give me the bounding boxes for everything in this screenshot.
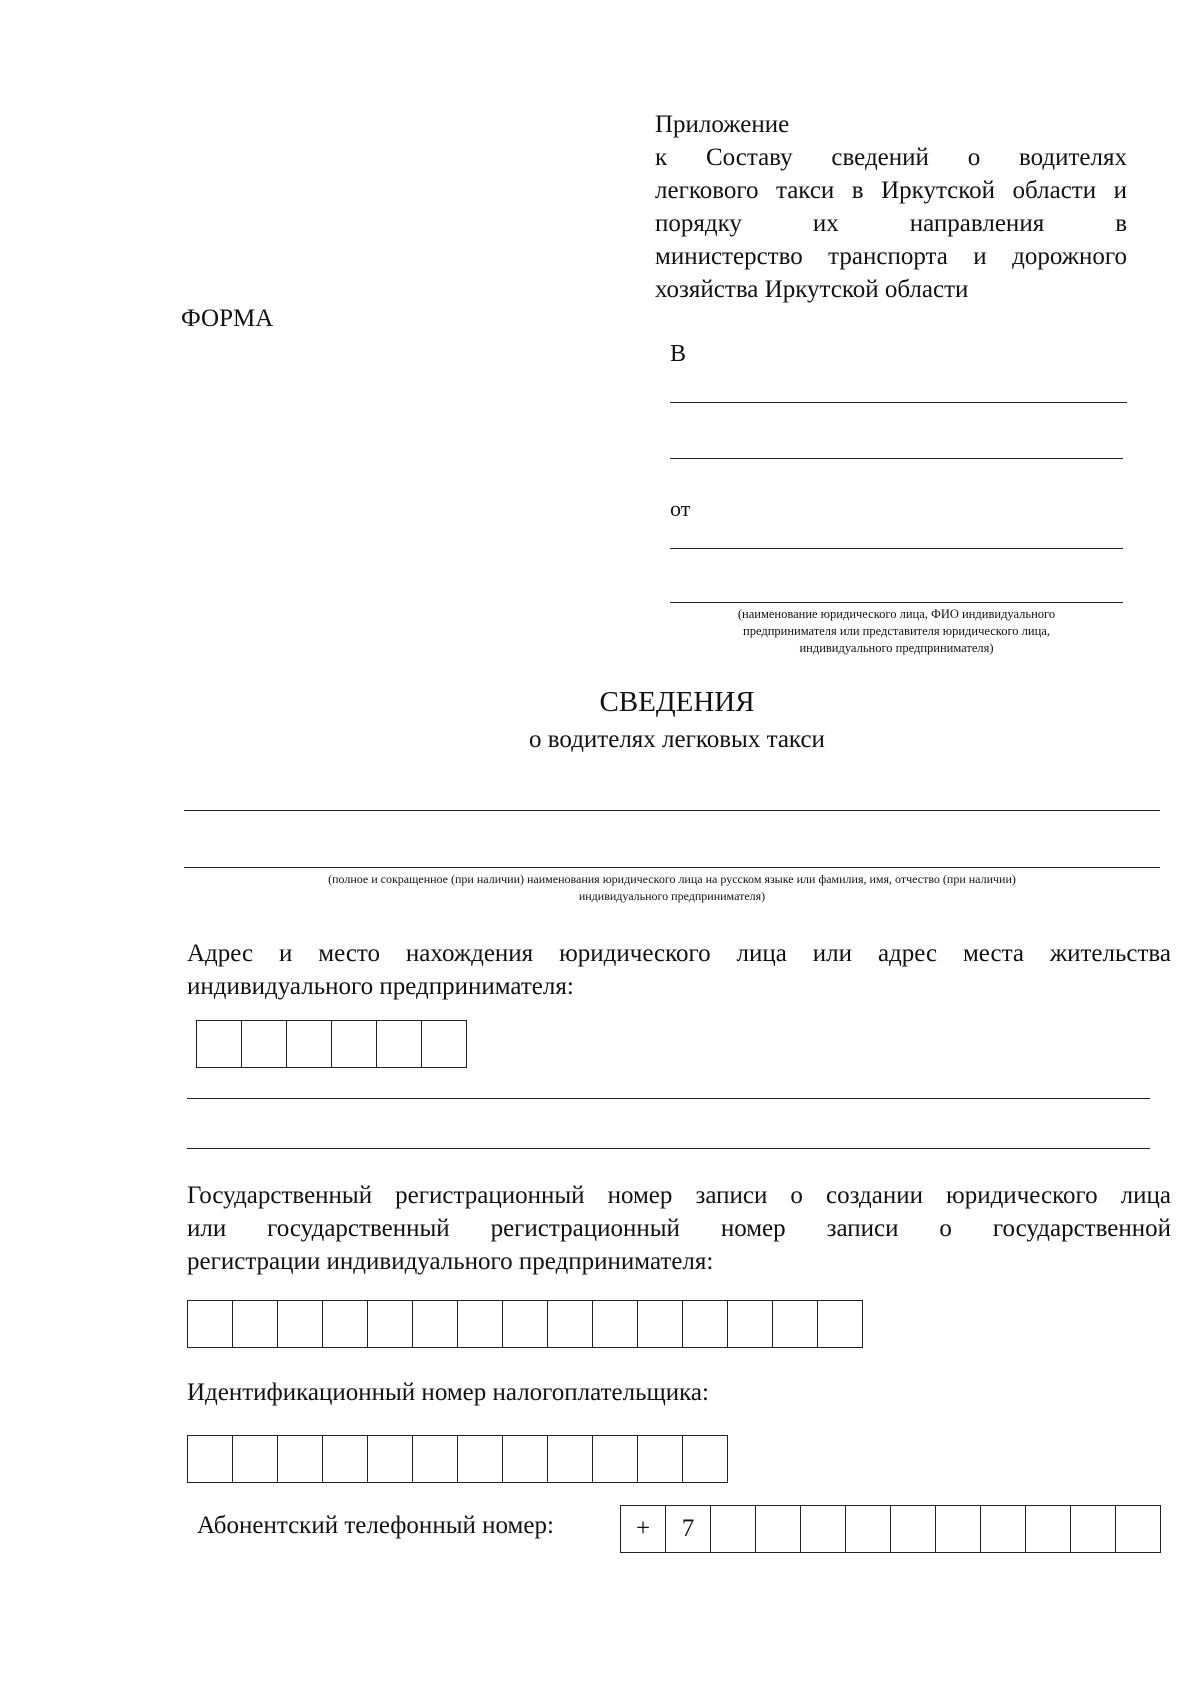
phone-cell[interactable]: [711, 1506, 756, 1552]
registration-heading-line-1: Государственный регистрационный номер записи о создании юридического лица: [187, 1182, 1171, 1209]
postal-code-cell[interactable]: [287, 1021, 332, 1067]
postal-code-boxes: [196, 1020, 467, 1068]
address-line-2[interactable]: [187, 1148, 1150, 1149]
postal-code-cell[interactable]: [422, 1021, 467, 1067]
phone-cell[interactable]: [1026, 1506, 1071, 1552]
company-name-line-2[interactable]: [184, 867, 1160, 868]
phone-prefix-digit: 7: [666, 1506, 711, 1552]
inn-cell[interactable]: [638, 1436, 683, 1482]
from-label: от: [670, 496, 691, 521]
phone-cell[interactable]: [846, 1506, 891, 1552]
registration-number-cell[interactable]: [683, 1301, 728, 1347]
registration-number-cell[interactable]: [233, 1301, 278, 1347]
address-heading: [187, 937, 1171, 1003]
annex-line-6: хозяйства Иркутской области: [655, 276, 969, 303]
registration-number-cell[interactable]: [503, 1301, 548, 1347]
company-name-caption: [184, 871, 1160, 905]
inn-heading: Идентификационный номер налогоплательщика:: [187, 1379, 709, 1406]
inn-cell[interactable]: [593, 1436, 638, 1482]
phone-label: Абонентский телефонный номер:: [197, 1512, 554, 1539]
phone-cell[interactable]: [936, 1506, 981, 1552]
phone-cell[interactable]: [756, 1506, 801, 1552]
registration-heading-line-3: регистрации индивидуального предпринимателя:: [187, 1248, 714, 1275]
address-line-1[interactable]: [187, 1098, 1150, 1099]
inn-cell[interactable]: [413, 1436, 458, 1482]
postal-code-cell[interactable]: [242, 1021, 287, 1067]
inn-cell[interactable]: [683, 1436, 728, 1482]
from-line-2[interactable]: [670, 602, 1123, 603]
to-line-2[interactable]: [670, 458, 1123, 459]
registration-heading-line-2: или государственный регистрационный номер записи о государственной: [187, 1215, 1171, 1242]
address-heading-line-1: Адрес и место нахождения юридического лица или адрес места жительства: [187, 940, 1171, 967]
annex-header: [655, 108, 1127, 306]
inn-cell[interactable]: [188, 1436, 233, 1482]
annex-line-5: министерство транспорта и дорожного: [655, 243, 1127, 270]
recipient-caption: [670, 606, 1123, 657]
annex-line-4: порядку их направления в: [655, 210, 1127, 237]
document-subtitle: о водителях легковых такси: [529, 726, 825, 753]
registration-heading: [187, 1179, 1171, 1278]
postal-code-cell[interactable]: [377, 1021, 422, 1067]
registration-number-cell[interactable]: [413, 1301, 458, 1347]
company-name-caption-line-2: индивидуального предпринимателя): [578, 889, 766, 903]
inn-cell[interactable]: [548, 1436, 593, 1482]
inn-cell[interactable]: [368, 1436, 413, 1482]
form-label: ФОРМА: [181, 305, 274, 332]
postal-code-cell[interactable]: [197, 1021, 242, 1067]
recipient-caption-line-3: индивидуального предпринимателя): [799, 641, 994, 655]
registration-number-cell[interactable]: [593, 1301, 638, 1347]
document-title: СВЕДЕНИЯ: [599, 686, 755, 718]
address-heading-line-2: индивидуального предпринимателя:: [187, 973, 574, 1000]
registration-number-cell[interactable]: [458, 1301, 503, 1347]
registration-number-cell[interactable]: [188, 1301, 233, 1347]
registration-number-cell[interactable]: [368, 1301, 413, 1347]
annex-line-2: к Составу сведений о водителях: [655, 144, 1127, 171]
registration-number-cell[interactable]: [323, 1301, 368, 1347]
registration-number-cell[interactable]: [278, 1301, 323, 1347]
recipient-caption-line-2: предпринимателя или представителя юридического лица,: [743, 624, 1050, 638]
inn-cell[interactable]: [458, 1436, 503, 1482]
phone-cell[interactable]: [1071, 1506, 1116, 1552]
to-line-1[interactable]: [670, 402, 1127, 403]
phone-cell[interactable]: [981, 1506, 1026, 1552]
from-line-1[interactable]: [670, 548, 1123, 549]
inn-boxes: [187, 1435, 728, 1483]
recipient-caption-line-1: (наименование юридического лица, ФИО индивидуального: [737, 607, 1056, 621]
company-name-line-1[interactable]: [184, 810, 1160, 811]
company-name-caption-line-1: (полное и сокращенное (при наличии) наименования юридического лица на русском языке или фамилия, имя, отчество (при наличии): [328, 872, 1016, 886]
inn-cell[interactable]: [278, 1436, 323, 1482]
registration-number-cell[interactable]: [548, 1301, 593, 1347]
phone-prefix-plus: +: [621, 1506, 666, 1552]
phone-cell[interactable]: [801, 1506, 846, 1552]
registration-number-boxes: [187, 1300, 863, 1348]
registration-number-cell[interactable]: [638, 1301, 683, 1347]
inn-cell[interactable]: [503, 1436, 548, 1482]
phone-cell[interactable]: [1116, 1506, 1161, 1552]
inn-cell[interactable]: [233, 1436, 278, 1482]
registration-number-cell[interactable]: [773, 1301, 818, 1347]
phone-boxes: [620, 1505, 1161, 1553]
phone-cell[interactable]: [891, 1506, 936, 1552]
inn-cell[interactable]: [323, 1436, 368, 1482]
annex-line-3: легкового такси в Иркутской области и: [655, 177, 1127, 204]
annex-line-1: Приложение: [655, 111, 790, 138]
postal-code-cell[interactable]: [332, 1021, 377, 1067]
registration-number-cell[interactable]: [728, 1301, 773, 1347]
to-label: В: [670, 341, 687, 367]
registration-number-cell[interactable]: [818, 1301, 863, 1347]
